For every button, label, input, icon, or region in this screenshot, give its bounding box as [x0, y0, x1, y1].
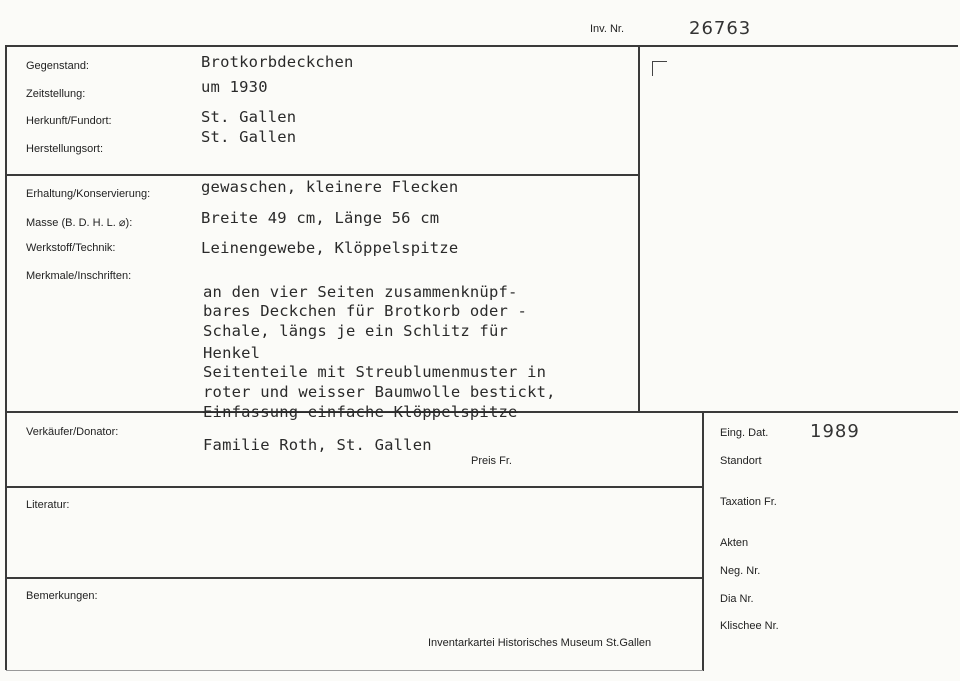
gegenstand-value: Brotkorbdeckchen [201, 53, 354, 71]
eing-dat-label: Eing. Dat. [720, 427, 769, 439]
literatur-label: Literatur: [26, 499, 70, 511]
corner-mark-icon [652, 61, 667, 76]
neg-label: Neg. Nr. [720, 565, 761, 577]
divider-after-literatur [6, 577, 703, 579]
eing-dat-value: 1989 [810, 421, 860, 442]
akten-label: Akten [720, 537, 749, 549]
zeitstellung-label: Zeitstellung: [26, 88, 86, 100]
card-footer: Inventarkartei Historisches Museum St.Gallen [428, 637, 652, 649]
divider-top [6, 45, 958, 47]
dia-label: Dia Nr. [720, 593, 754, 605]
inv-label: Inv. Nr. [590, 23, 625, 35]
bemerkungen-label: Bemerkungen: [26, 590, 98, 602]
masse-label: Masse (B. D. H. L. ⌀): [26, 217, 133, 229]
taxation-label: Taxation Fr. [720, 496, 777, 508]
herstellungsort-value: St. Gallen [201, 128, 297, 146]
divider-left [5, 45, 7, 670]
standort-label: Standort [720, 455, 762, 467]
merkmale-line: Seitenteile mit Streublumenmuster in [203, 363, 547, 381]
merkmale-line: roter und weisser Baumwolle bestickt, [203, 383, 556, 401]
preis-label: Preis Fr. [471, 455, 512, 467]
klischee-label: Klischee Nr. [720, 620, 779, 632]
zeitstellung-value: um 1930 [201, 78, 268, 96]
merkmale-line: an den vier Seiten zusammenknüpf- [203, 283, 518, 301]
divider-after-verkaeufer [6, 486, 703, 488]
merkmale-label: Merkmale/Inschriften: [26, 270, 132, 282]
divider-after-herstellungsort [6, 174, 638, 176]
merkmale-line: bares Deckchen für Brotkorb oder - [203, 302, 528, 320]
inv-number: 26763 [689, 18, 752, 39]
herkunft-label: Herkunft/Fundort: [26, 115, 112, 127]
divider-vertical-lower [702, 411, 704, 671]
erhaltung-value: gewaschen, kleinere Flecken [201, 178, 459, 196]
herkunft-value: St. Gallen [201, 108, 297, 126]
erhaltung-label: Erhaltung/Konservierung: [26, 188, 151, 200]
werkstoff-value: Leinengewebe, Klöppelspitze [201, 239, 459, 257]
merkmale-line: Henkel [203, 344, 261, 362]
werkstoff-label: Werkstoff/Technik: [26, 242, 116, 254]
masse-value: Breite 49 cm, Länge 56 cm [201, 209, 440, 227]
herstellungsort-label: Herstellungsort: [26, 143, 104, 155]
verkaeufer-value: Familie Roth, St. Gallen [203, 436, 432, 454]
verkaeufer-label: Verkäufer/Donator: [26, 426, 119, 438]
divider-bottom [6, 670, 703, 671]
merkmale-line: Schale, längs je ein Schlitz für [203, 322, 509, 340]
merkmale-line: Einfassung einfache Klöppelspitze [203, 403, 518, 421]
gegenstand-label: Gegenstand: [26, 60, 89, 72]
divider-vertical-upper [638, 45, 640, 412]
